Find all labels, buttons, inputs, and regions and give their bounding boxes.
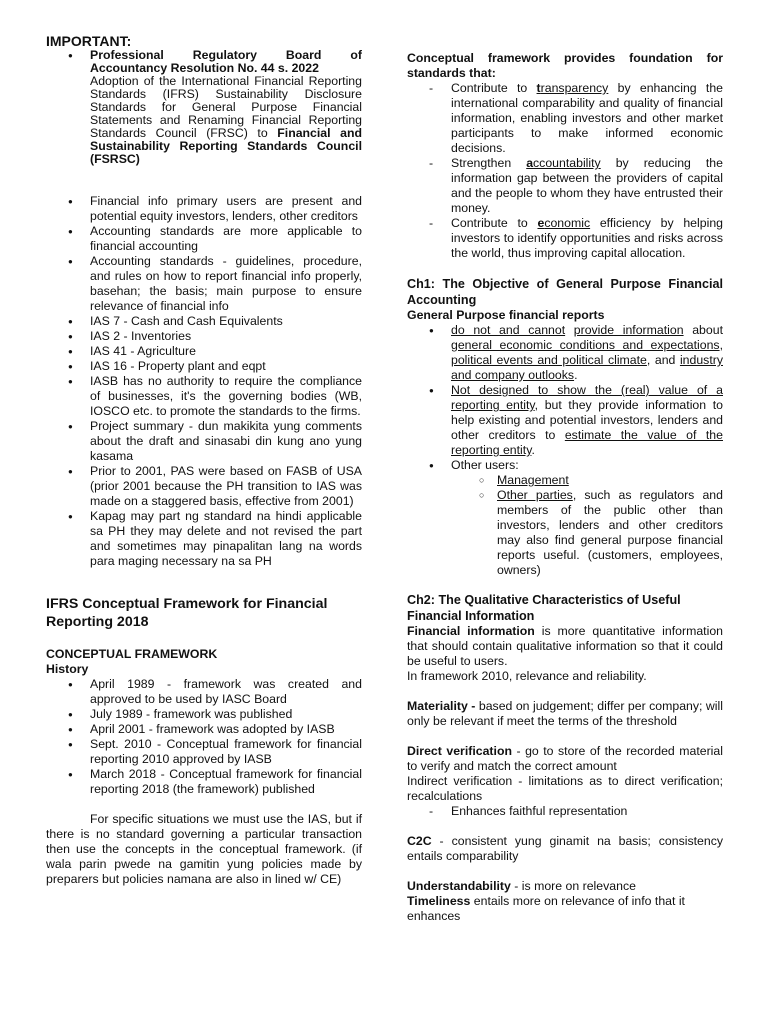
direct-verification-label: Direct verification (407, 744, 512, 758)
other-user-item (407, 488, 723, 578)
foundation-item (407, 156, 723, 216)
foundation-text: Contribute to (451, 81, 537, 95)
note-item: ● IAS 7 - Cash and Cash Equivalents (46, 314, 362, 329)
ch1-text: . (531, 443, 535, 457)
understandability-label: Understandability (407, 879, 511, 893)
note-item: ● Accounting standards are more applicable to financial accounting (46, 224, 362, 254)
c2c-paragraph (407, 834, 723, 864)
foundation-text: efficiency by helping investors to identify opportunities and risks across the world, thus improving capital allocation. (451, 216, 723, 260)
understandability-text: - is more on relevance (510, 879, 636, 893)
foundation-keyword: conomic (544, 216, 591, 230)
ch2-heading: Ch2: The Qualitative Characteristics of Useful Financial Information (407, 593, 681, 623)
other-user-item (407, 473, 723, 488)
foundation-text: Strengthen (451, 156, 527, 170)
important-title: IMPORTANT: (46, 33, 132, 49)
ch1-heading: Ch1: The Objective of General Purpose Financial Accounting (407, 277, 723, 307)
foundation-key-letter: a (526, 156, 534, 170)
direct-verification-text: - go to store of the recorded material to verify and match the correct amount (407, 744, 723, 773)
ch1-text: . (574, 368, 578, 382)
other-parties-text: , such as regulators and members of the public other than investors, lenders and other creditors may also find general purpose financial reports useful. (customers, employees, owners) (497, 488, 723, 577)
history-heading: History (46, 662, 89, 676)
ch1-underlined: political events and political climate (451, 353, 647, 367)
history-item: ● Sept. 2010 - Conceptual framework for financial reporting 2010 approved by IASB (46, 737, 362, 767)
ch1-underlined: do not and cannot (451, 323, 566, 337)
note-item: ● IASB has no authority to require the compliance of businesses, it's the governing bodies (WB, IOSCO etc. to promote the standards to the firms. (46, 374, 362, 419)
foundation-key-letter: e (537, 216, 545, 230)
resolution-title: Professional Regulatory Board of Accountancy Resolution No. 44 s. 2022 (90, 48, 362, 75)
note-item: ● Financial info primary users are present and potential equity investors, lenders, other creditors (46, 194, 362, 224)
framework-heading: IFRS Conceptual Framework for Financial Reporting 2018 (46, 596, 328, 630)
verification-list (407, 804, 723, 819)
history-list (46, 677, 362, 797)
note-item: ● Kapag may part ng standard na hindi applicable sa PH they may delete and not revised the part and sometimes may pinapalitan lang na words para maging necessary na sa PH (46, 509, 362, 569)
c2c-text: - consistent yung ginamit na basis; consistency entails comparability (407, 834, 723, 863)
ch1-text: , (719, 338, 723, 352)
right-column (407, 0, 723, 924)
foundation-text: by reducing the information gap between the providers of capital and the people to whom they have entrusted their money. (451, 156, 723, 215)
other-parties-label: Other parties (497, 488, 573, 502)
resolution-bold-end: Financial and Sustainability Reporting Standards Council (FSRSC) (90, 126, 362, 166)
foundation-item (407, 216, 723, 261)
resolution-list (46, 49, 362, 166)
foundation-key-letter: t (536, 81, 541, 95)
ch1-underlined: estimate the value of the reporting entity (451, 428, 723, 457)
foundation-text: Contribute to (451, 216, 538, 230)
foundation-heading: Conceptual framework provides foundation for standards that: (407, 51, 723, 80)
other-users-list (407, 473, 723, 578)
history-item: ● March 2018 - Conceptual framework for financial reporting 2018 (the framework) published (46, 767, 362, 797)
history-item: ● April 1989 - framework was created and approved to be used by IASC Board (46, 677, 362, 707)
ch1-list (407, 323, 723, 578)
timeliness-label: Timeliness (407, 894, 471, 908)
financial-info-label: Financial information (407, 624, 535, 638)
ch1-text: , but they provide information to help existing and potential investors, lenders and other creditors to (451, 398, 723, 442)
c2c-label: C2C (407, 834, 432, 848)
verification-item: - Enhances faithful representation (407, 804, 723, 819)
ch1-item (407, 383, 723, 458)
foundation-text: by enhancing the international comparability and quality of financial information, enabling investors and other market participants to make informed economic decisions. (451, 81, 723, 155)
foundation-keyword: ransparency (540, 81, 609, 95)
foundation-keyword: ccountability (533, 156, 601, 170)
history-item: ● July 1989 - framework was published (46, 707, 362, 722)
management-label: Management (497, 473, 569, 487)
direct-verification-paragraph (407, 744, 723, 774)
ch1-item (407, 458, 723, 578)
ch1-underlined: Not designed to show the (real) value of a reporting entity (451, 383, 723, 412)
timeliness-text: entails more on relevance of info that it enhances (407, 894, 685, 923)
foundation-item (407, 81, 723, 156)
history-item: ● April 2001 - framework was adopted by IASB (46, 722, 362, 737)
gpfr-heading: General Purpose financial reports (407, 308, 605, 322)
financial-info-text: is more quantitative information that should contain qualitative information so that it could be useful to users. (407, 624, 723, 668)
ch1-underlined: provide information (573, 323, 684, 337)
timeliness-paragraph (407, 894, 723, 924)
resolution-item (46, 49, 362, 166)
left-column (46, 0, 362, 887)
note-item: ● IAS 2 - Inventories (46, 329, 362, 344)
note-item: ● IAS 16 - Property plant and eqpt (46, 359, 362, 374)
financial-info-paragraph (407, 624, 723, 669)
materiality-text: based on judgement; differ per company; will only be relevant if meet the terms of the threshold (407, 699, 723, 728)
conceptual-framework-heading: CONCEPTUAL FRAMEWORK (46, 647, 218, 661)
other-users-label: Other users: (451, 458, 519, 472)
ch1-underlined: industry and company outlooks (451, 353, 723, 382)
materiality-label: Materiality - (407, 699, 476, 713)
note-item: ● IAS 41 - Agriculture (46, 344, 362, 359)
foundation-list (407, 81, 723, 261)
framework-2010: In framework 2010, relevance and reliability. (407, 669, 647, 683)
ch1-underlined: general economic conditions and expectations (451, 338, 720, 352)
note-item: ● Accounting standards - guidelines, procedure, and rules on how to report financial info properly, basehan; the basis; main purpose to ensure relevance of financial info (46, 254, 362, 314)
ch1-text: , and (646, 353, 676, 367)
indirect-verification: Indirect verification - limitations as to direct verification; recalculations (407, 774, 723, 803)
understandability-paragraph (407, 879, 723, 894)
materiality-paragraph (407, 699, 723, 729)
note-item: ● Project summary - dun makikita yung comments about the draft and sinasabi din kung ano yung kasama (46, 419, 362, 464)
note-item: ● Prior to 2001, PAS were based on FASB of USA (prior 2001 because the PH transition to IAS was made on a staggered basis, effective from 2001) (46, 464, 362, 509)
ch1-item (407, 323, 723, 383)
closing-paragraph: For specific situations we must use the IAS, but if there is no standard governing a particular transaction then use the concepts in the conceptual framework. (if wala parin pwede na gamitin yung policies made by preparers but policies namana are also in lined w/ CE) (46, 812, 362, 886)
notes-list (46, 194, 362, 569)
resolution-body: Adoption of the International Financial Reporting Standards (IFRS) Sustainability Disclosure Standards for General Purpose Financial Statements and Renaming Financial Reporting Standards Council (FRSC) to (90, 74, 362, 140)
ch1-text: about (692, 323, 723, 337)
